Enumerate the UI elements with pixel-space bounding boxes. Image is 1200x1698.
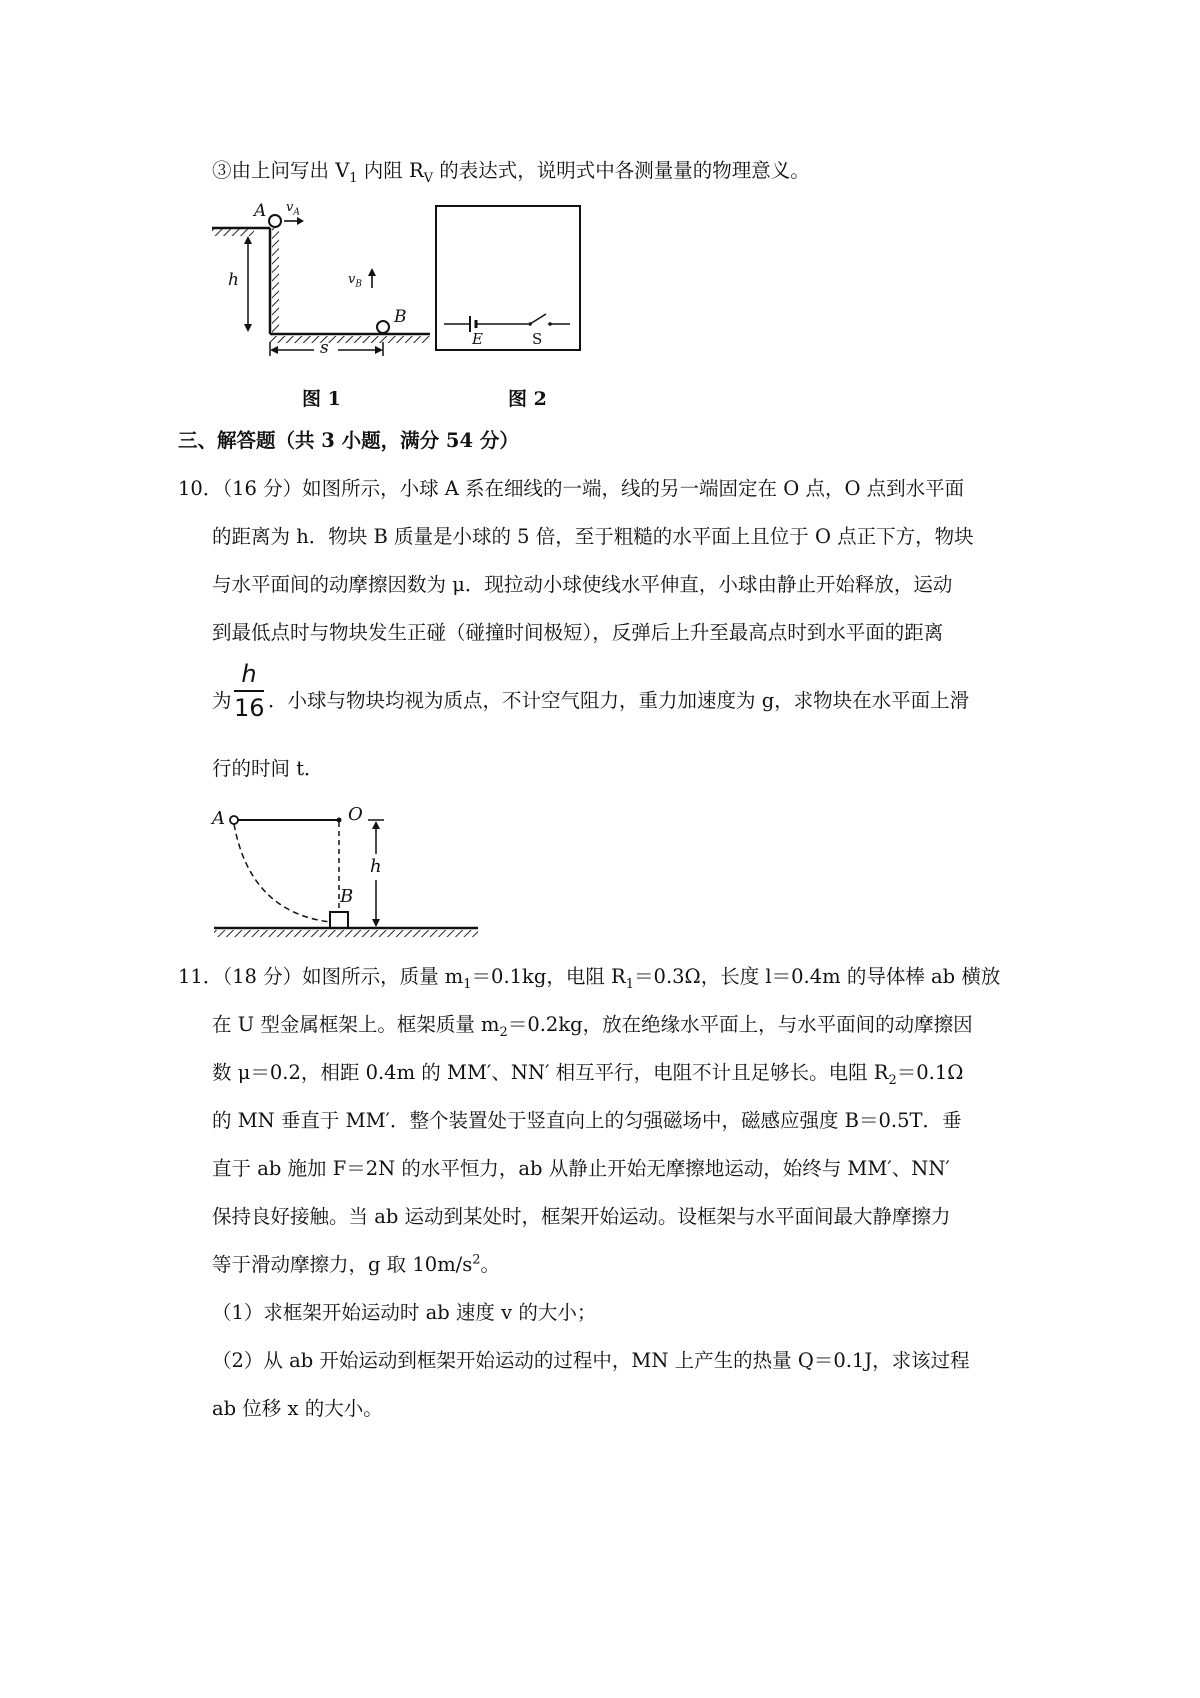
figure-1-label-vb <box>348 272 362 290</box>
q9-part3-suffix: 的表达式，说明式中各测量量的物理意义。 <box>433 159 810 182</box>
q10-fraction <box>234 660 264 722</box>
figure-2-diagram <box>432 202 584 354</box>
figure-1-label-h: h <box>228 270 239 290</box>
figure-1-label-vb-sub: B <box>355 279 362 290</box>
figure-1-label-b: B <box>394 307 407 327</box>
q11-line-7-sup: 2 <box>472 1252 481 1268</box>
q10-line-2: 的距离为 h．物块 B 质量是小球的 5 倍，至于粗糙的水平面上且位于 O 点正下方，物块 <box>212 525 974 548</box>
q11-line-2 <box>212 1012 973 1038</box>
figure-1-label-va-main: v <box>286 200 294 215</box>
q11-line-7 <box>212 1252 500 1278</box>
q10-figure <box>210 800 480 940</box>
q11-line-3 <box>212 1060 963 1086</box>
figure-1-label-vb-main: v <box>348 272 356 287</box>
q10-fraction-bar <box>234 690 264 692</box>
figure-1-label-a: A <box>254 201 267 221</box>
q11-line-3-a: 数 μ＝0.2，相距 0.4m 的 MM′、NN′ 相互平行，电阻不计且足够长。电阻 R <box>212 1061 889 1084</box>
q11-line-1-sub-2: 1 <box>625 976 635 992</box>
q11-line-2-b: ＝0.2kg，放在绝缘水平面上，与水平面间的动摩擦因 <box>507 1013 973 1036</box>
figure-1 <box>208 200 438 360</box>
q9-part3-mid: 内阻 R <box>357 159 424 182</box>
figure-1-label-s: s <box>320 338 329 358</box>
figure-2 <box>432 202 584 354</box>
q11-part-2-line-1: （2）从 ab 开始运动到框架开始运动的过程中，MN 上产生的热量 Q＝0.1J，求该过程 <box>212 1349 970 1372</box>
q11-line-1-a: 11．（18 分）如图所示，质量 m <box>178 965 464 988</box>
q10-figure-label-a: A <box>212 808 225 829</box>
q9-part3-prefix: ③由上问写出 V <box>212 159 350 182</box>
q10-line-1: 10．（16 分）如图所示，小球 A 系在细线的一端，线的另一端固定在 O 点，O 点到水平面 <box>178 477 965 500</box>
q9-part3-sub-1: 1 <box>349 170 358 186</box>
q10-line-3: 与水平面间的动摩擦因数为 μ．现拉动小球使线水平伸直，小球由静止开始释放，运动 <box>212 573 953 596</box>
q10-figure-label-o: O <box>348 804 363 825</box>
q10-line-6: 行的时间 t． <box>212 757 324 780</box>
q11-line-7-a: 等于滑动摩擦力，g 取 10m/s <box>212 1253 473 1276</box>
q10-figure-label-h: h <box>370 856 382 877</box>
q11-line-1-sub-1: 1 <box>463 976 472 992</box>
q11-line-7-b: 。 <box>480 1253 501 1276</box>
q11-line-1 <box>178 964 1000 990</box>
figure-2-label-s: S <box>532 330 543 348</box>
figure-1-caption: 图 1 <box>302 388 341 410</box>
q10-line-5-prefix: 为 <box>212 689 232 712</box>
q11-part-2-line-2: ab 位移 x 的大小。 <box>212 1397 383 1420</box>
figure-2-label-e: E <box>472 330 483 348</box>
figure-1-diagram <box>208 200 438 360</box>
q9-part3-sub-v: V <box>423 170 434 186</box>
q11-line-2-a: 在 U 型金属框架上。框架质量 m <box>212 1013 500 1036</box>
q10-figure-diagram <box>210 800 480 940</box>
q11-line-2-sub: 2 <box>499 1024 508 1040</box>
q11-line-4: 的 MN 垂直于 MM′．整个装置处于竖直向上的匀强磁场中，磁感应强度 B＝0.5T．垂 <box>212 1109 962 1132</box>
q10-figure-label-b: B <box>340 886 354 907</box>
q11-line-1-b: ＝0.1kg，电阻 R <box>471 965 626 988</box>
figure-2-caption: 图 2 <box>508 388 547 410</box>
q11-line-5: 直于 ab 施加 F＝2N 的水平恒力，ab 从静止开始无摩擦地运动，始终与 MM′、NN′ <box>212 1157 950 1180</box>
q11-part-1: （1）求框架开始运动时 ab 速度 v 的大小； <box>212 1301 597 1324</box>
figure-1-label-va-sub: A <box>293 207 300 218</box>
q10-fraction-numerator: h <box>241 660 257 688</box>
q11-line-1-c: ＝0.3Ω，长度 l＝0.4m 的导体棒 ab 横放 <box>634 965 1001 988</box>
q10-fraction-denominator: 16 <box>234 694 265 722</box>
q11-line-3-b: ＝0.1Ω <box>896 1061 964 1084</box>
q11-line-3-sub: 2 <box>888 1072 897 1088</box>
q10-line-5-suffix: ．小球与物块均视为质点，不计空气阻力，重力加速度为 g，求物块在水平面上滑 <box>268 689 970 712</box>
q10-line-4: 到最低点时与物块发生正碰（碰撞时间极短），反弹后上升至最高点时到水平面的距离 <box>212 621 944 644</box>
q11-line-6: 保持良好接触。当 ab 运动到某处时，框架开始运动。设框架与水平面间最大静摩擦力 <box>212 1205 951 1228</box>
q9-part3-text <box>212 158 810 184</box>
section-3-title: 三、解答题（共 3 小题，满分 54 分） <box>178 429 519 452</box>
figure-1-label-va <box>286 200 300 218</box>
